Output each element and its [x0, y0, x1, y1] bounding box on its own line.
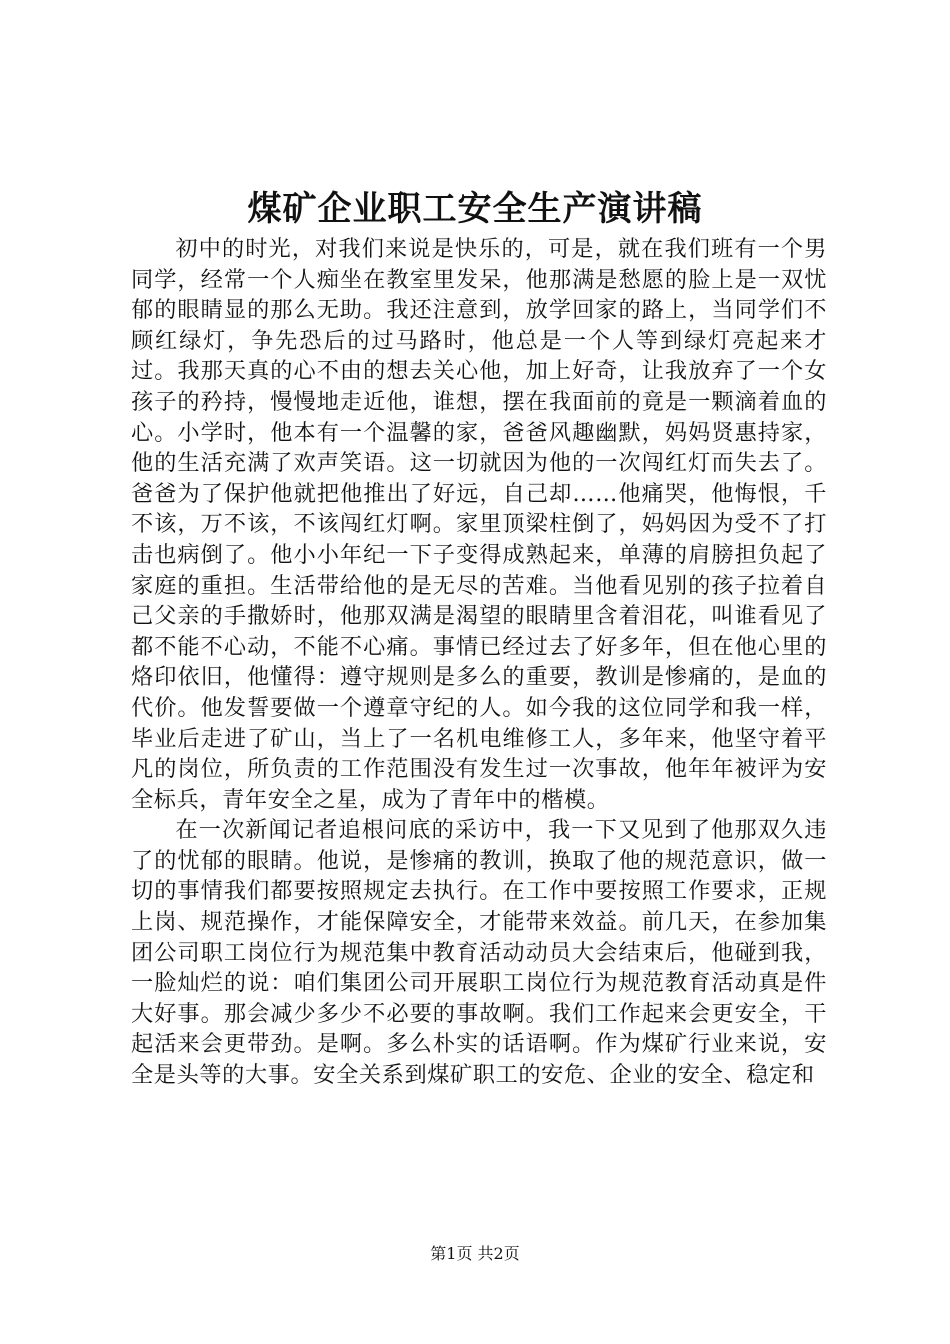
body-paragraph-1: 初中的时光，对我们来说是快乐的，可是，就在我们班有一个男同学，经常一个人痴坐在教室里发呆，他那满是愁愿的脸上是一双忧郁的眼睛显的那么无助。我还注意到，放学回家的路上，当同学们不顾红绿灯，争先恐后的过马路时，他总是一个人等到绿灯亮起来才过。我那天真的心不由的想去关心他，加上好奇，让我放弃了一个女孩子的矜持，慢慢地走近他，谁想，摆在我面前的竟是一颗滴着血的心。小学时，他本有一个温馨的家，爸爸风趣幽默，妈妈贤惠持家，他的生活充满了欢声笑语。这一切就因为他的一次闯红灯而失去了。爸爸为了保护他就把他推出了好远，自己却……他痛哭，他悔恨，千不该，万不该，不该闯红灯啊。家里顶梁柱倒了，妈妈因为受不了打击也病倒了。他小小年纪一下子变得成熟起来，单薄的肩膀担负起了家庭的重担。生活带给他的是无尽的苦难。当他看见别的孩子拉着自己父亲的手撒娇时，他那双满是渴望的眼睛里含着泪花，叫谁看见了都不能不心动，不能不心痛。事情已经过去了好多年，但在他心里的烙印依旧，他懂得：遵守规则是多么的重要，教训是惨痛的，是血的代价。他发誓要做一个遵章守纪的人。如今我的这位同学和我一样，毕业后走进了矿山，当上了一名机电维修工人，多年来，他坚守着平凡的岗位，所负责的工作范围没有发生过一次事故，他年年被评为安全标兵，青年安全之星，成为了青年中的楷模。: [131, 236, 827, 813]
document-title: 煤矿企业职工安全生产演讲稿: [247, 189, 703, 229]
page-footer: 第1页 共2页: [430, 1244, 520, 1263]
body-paragraph-2: 在一次新闻记者追根问底的采访中，我一下又见到了他那双久违了的忧郁的眼睛。他说，是惨痛的教训，换取了他的规范意识，做一切的事情我们都要按照规定去执行。在工作中要按照工作要求，正规上岗、规范操作，才能保障安全，才能带来效益。前几天，在参加集团公司职工岗位行为规范集中教育活动动员大会结束后，他碰到我，一脸灿烂的说：咱们集团公司开展职工岗位行为规范教育活动真是件大好事。那会减少多少不必要的事故啊。我们工作起来会更安全，干起活来会更带劲。是啊。多么朴实的话语啊。作为煤矿行业来说，安全是头等的大事。安全关系到煤矿职工的安危、企业的安全、稳定和: [131, 817, 827, 1089]
document-body: [131, 234, 827, 1091]
